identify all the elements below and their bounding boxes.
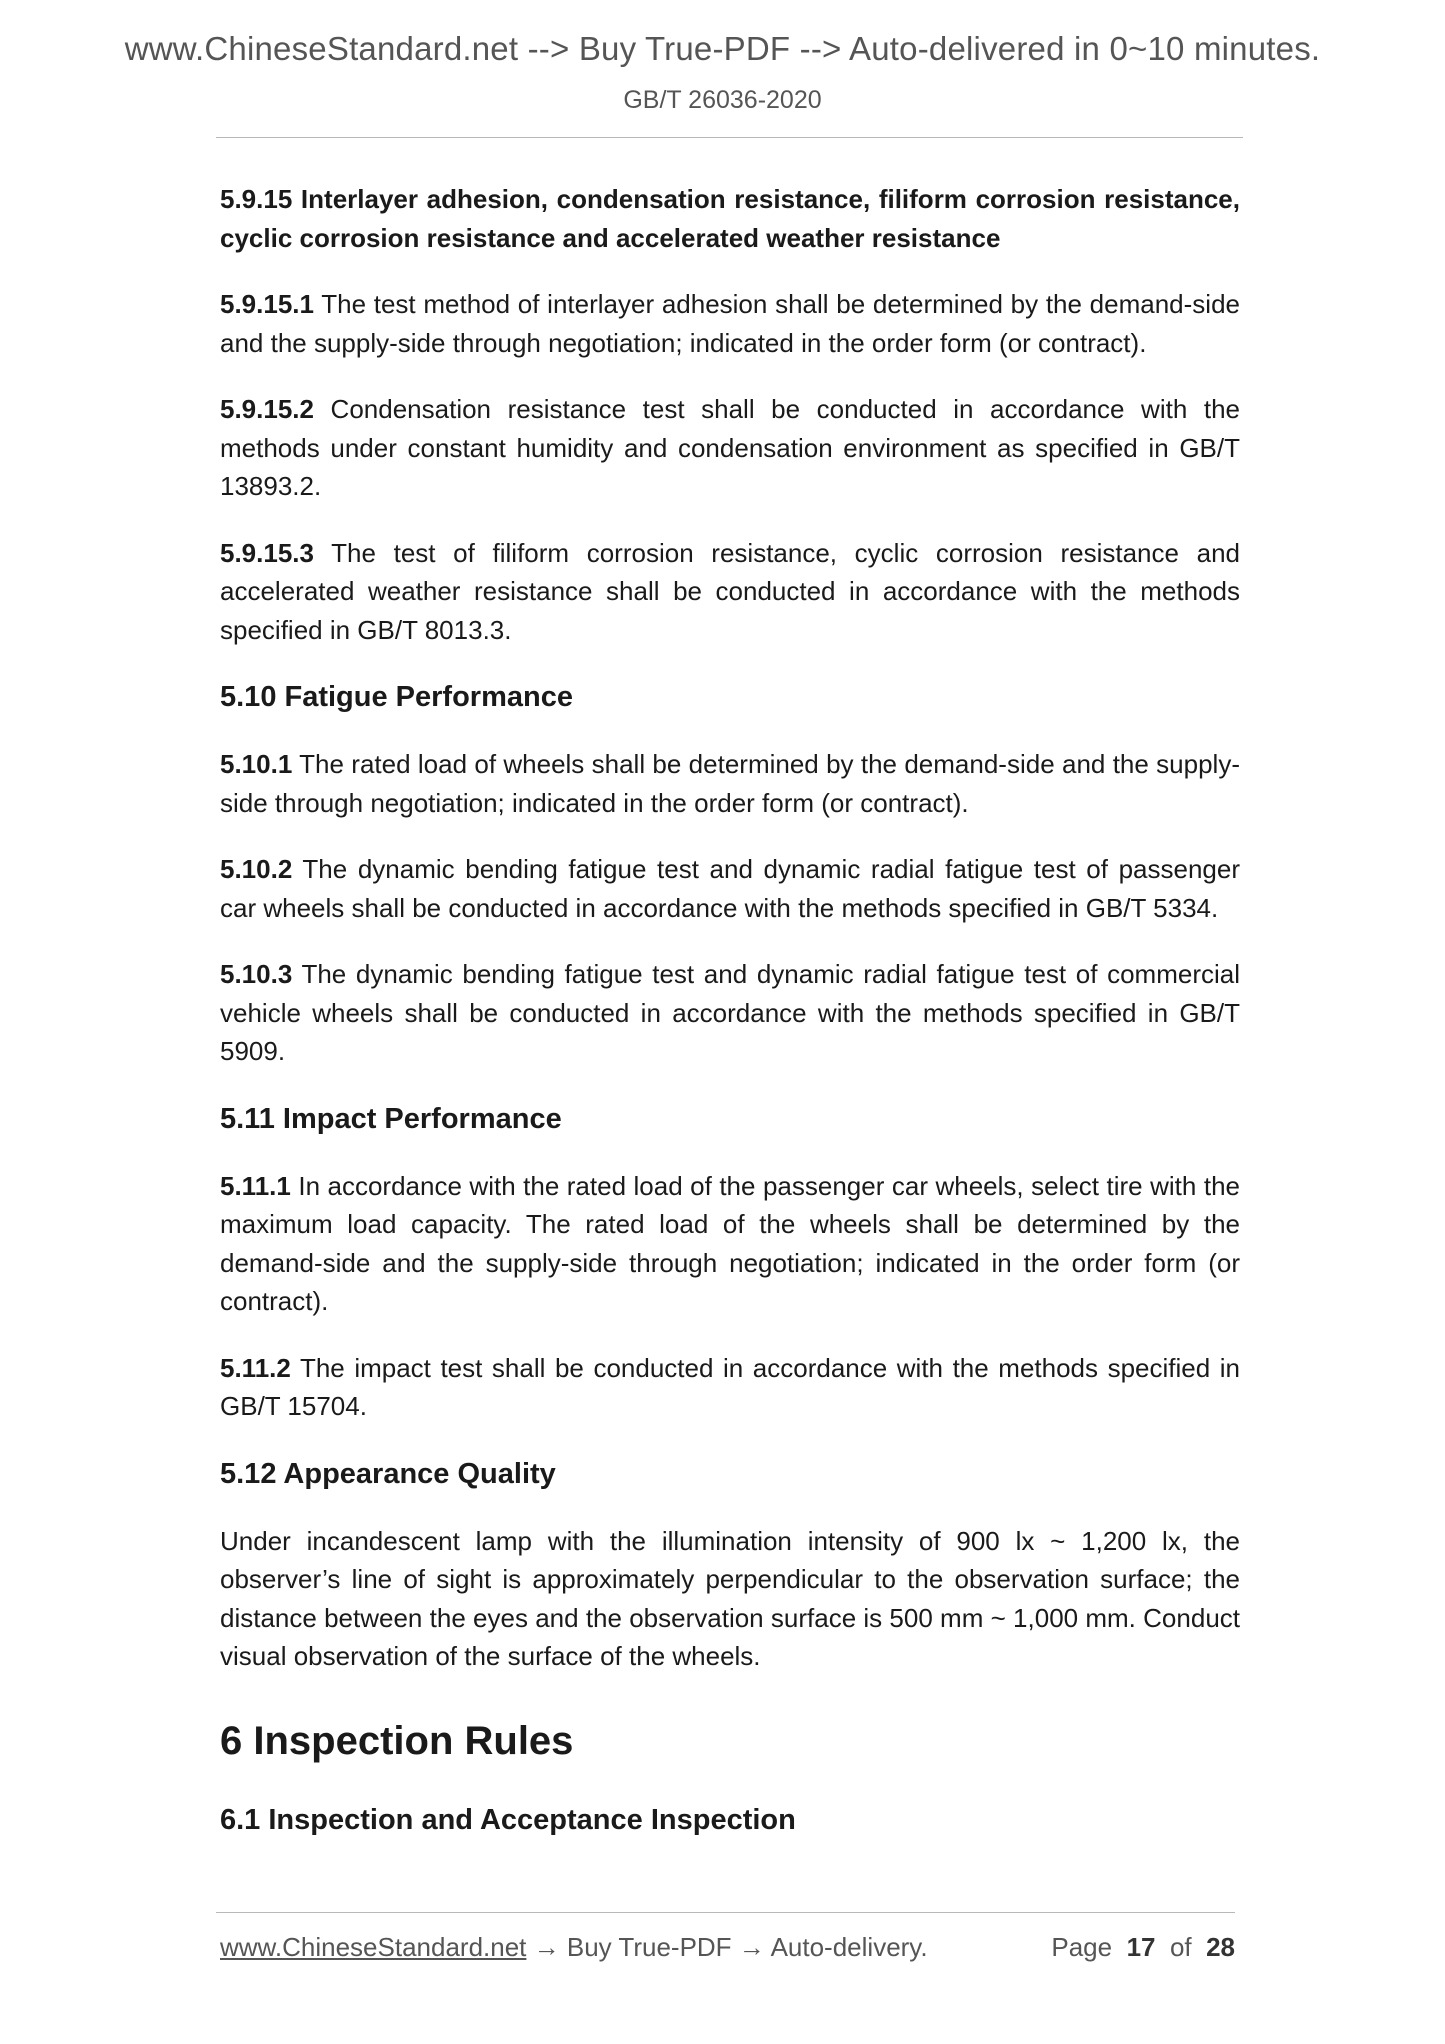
clause-number: 5.11.1 bbox=[220, 1170, 291, 1201]
clause-5-9-15-3 bbox=[220, 534, 1240, 650]
page-word: Page bbox=[1051, 1932, 1113, 1962]
heading-6: 6 Inspection Rules bbox=[220, 1718, 574, 1763]
clause-5-10-3 bbox=[220, 955, 1240, 1071]
footer-site-link[interactable]: www.ChineseStandard.net bbox=[220, 1932, 527, 1962]
clause-5-11-2 bbox=[220, 1349, 1240, 1426]
clause-text: The dynamic bending fatigue test and dynamic radial fatigue test of commercial vehicle wheels shall be conducted in accordance with the methods specified in GB/T 5909. bbox=[220, 959, 1240, 1066]
footer-divider bbox=[216, 1912, 1235, 1913]
heading-6-1: 6.1 Inspection and Acceptance Inspection bbox=[220, 1803, 796, 1836]
header-divider bbox=[216, 137, 1243, 138]
clause-number: 5.10.1 bbox=[220, 749, 293, 779]
clause-text: The test of filiform corrosion resistance, cyclic corrosion resistance and accelerated weather resistance shall be conducted in accordance with the methods specified in GB/T 8013.3. bbox=[220, 537, 1240, 645]
heading-5-10: 5.10 Fatigue Performance bbox=[220, 681, 573, 713]
clause-number: 5.10.2 bbox=[220, 854, 293, 884]
of-word: of bbox=[1169, 1932, 1192, 1962]
clause-text: Condensation resistance test shall be conducted in accordance with the methods under constant humidity and condensation environment as specified in GB/T 13893.2. bbox=[220, 394, 1240, 501]
clause-text: The dynamic bending fatigue test and dynamic radial fatigue test of passenger car wheels shall be conducted in accordance with the methods specified in GB/T 5334. bbox=[220, 854, 1240, 923]
page-total: 28 bbox=[1206, 1932, 1235, 1962]
clause-text: The test method of interlayer adhesion shall be determined by the demand-side and the supply-side through negotiation; indicated in the order form (or contract). bbox=[220, 289, 1240, 358]
page-number bbox=[1051, 1932, 1235, 1963]
page-current: 17 bbox=[1126, 1932, 1156, 1962]
clause-number: 5.9.15.1 bbox=[220, 289, 314, 319]
heading-5-11: 5.11 Impact Performance bbox=[220, 1102, 562, 1135]
clause-5-9-15-1 bbox=[220, 285, 1240, 362]
clause-number: 5.9.15.2 bbox=[220, 394, 314, 424]
clause-5-9-15-2 bbox=[220, 390, 1240, 506]
page-footer bbox=[220, 1932, 1235, 1968]
clause-text: In accordance with the rated load of the passenger car wheels, select tire with the maximum load capacity. The rated load of the wheels shall be determined by the demand-side and the supply-side through negotiation; indicated in the order form (or contract). bbox=[220, 1170, 1240, 1316]
footer-tagline: → Buy True-PDF → Auto-delivery. bbox=[526, 1932, 928, 1962]
clause-number: 5.10.3 bbox=[220, 959, 293, 989]
heading-5-9-15: 5.9.15 Interlayer adhesion, condensation resistance, filiform corrosion resistance, cyclic corrosion resistance and accelerated weather resistance bbox=[220, 184, 1240, 253]
clause-5-10-1 bbox=[220, 745, 1240, 822]
document-body bbox=[220, 180, 1240, 1840]
clause-text: The rated load of wheels shall be determined by the demand-side and the supply-side through negotiation; indicated in the order form (or contract). bbox=[220, 749, 1240, 818]
clause-5-12-body: Under incandescent lamp with the illumination intensity of 900 lx ~ 1,200 lx, the observer’s line of sight is approximately perpendicular to the observation surface; the distance between the eyes and the observation surface is 500 mm ~ 1,000 mm. Conduct visual observation of the surface of the wheels. bbox=[220, 1525, 1240, 1671]
top-banner: www.ChineseStandard.net --> Buy True-PDF --> Auto-delivered in 0~10 minutes. bbox=[124, 30, 1321, 67]
clause-5-10-2 bbox=[220, 850, 1240, 927]
footer-left bbox=[220, 1932, 928, 1963]
clause-number: 5.11.2 bbox=[220, 1352, 291, 1383]
heading-5-12: 5.12 Appearance Quality bbox=[220, 1457, 556, 1490]
clause-text: The impact test shall be conducted in accordance with the methods specified in GB/T 15704. bbox=[220, 1352, 1240, 1421]
standard-code: GB/T 26036-2020 bbox=[623, 86, 822, 114]
clause-5-11-1 bbox=[220, 1167, 1240, 1321]
clause-number: 5.9.15.3 bbox=[220, 537, 314, 568]
